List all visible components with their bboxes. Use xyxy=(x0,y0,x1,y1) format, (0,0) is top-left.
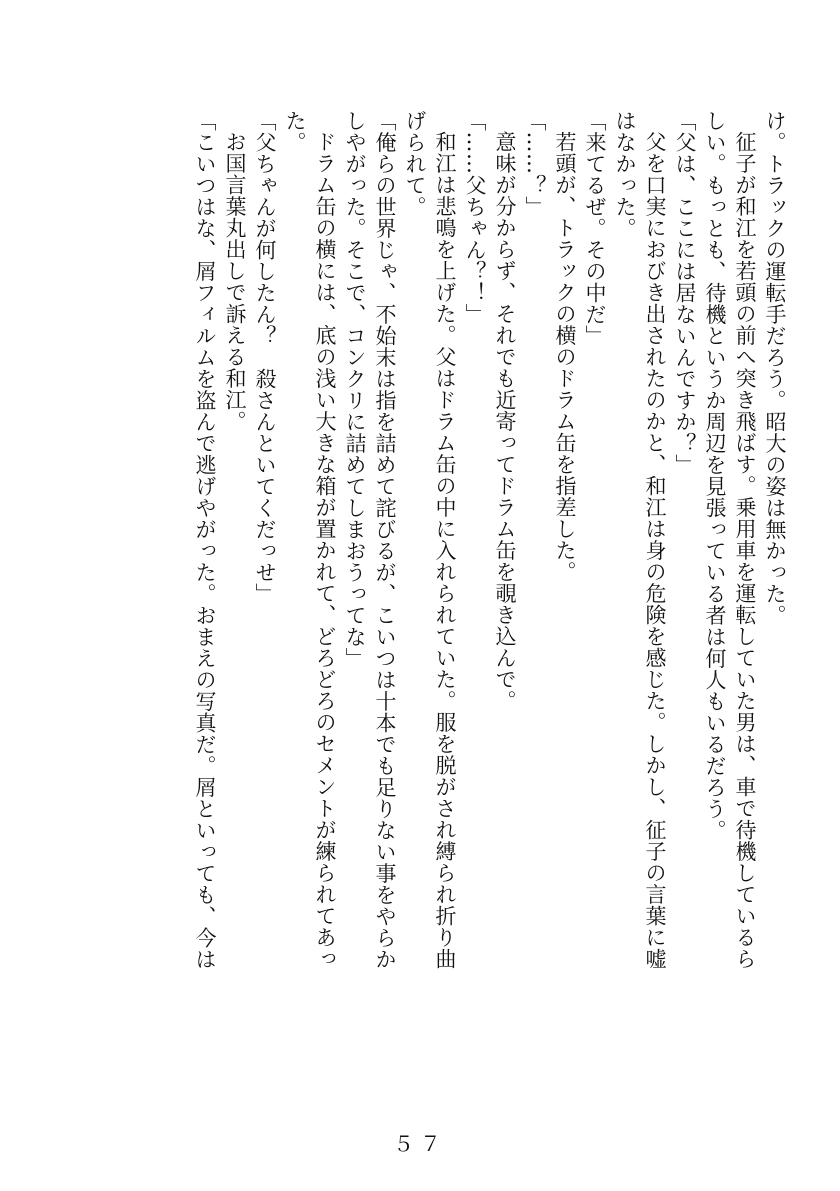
text-line: お国言葉丸出しで訴える和江。 xyxy=(223,131,247,432)
text-line: げられて。 xyxy=(403,110,427,218)
text-line: 「父は、ここには居ないんですか？」 xyxy=(673,110,697,476)
text-line: 「こいつはな、屑フィルムを盗んで逃げやがった。おまえの写真だ。屑といっても、今は xyxy=(193,110,217,970)
text-line: 「父ちゃんが何したん？ 殺さんといてくだっせ」 xyxy=(253,110,277,605)
text-line: 父を口実におびき出されたのかと、和江は身の危険を感じた。しかし、征子の言葉に嘘 xyxy=(643,131,667,970)
page-number: ５７ xyxy=(393,1132,447,1156)
text-line: 「俺らの世界じゃ、不始末は指を詰めて詫びるが、こいつは十本でも足りない事をやらか xyxy=(373,110,397,970)
text-line: 「……？」 xyxy=(523,110,547,218)
text-line: 「……父ちゃん？！」 xyxy=(463,110,487,325)
text-line: 和江は悲鳴を上げた。父はドラム缶の中に入れられていた。服を脱がされ縛られ折り曲 xyxy=(433,131,457,970)
text-line: 意味が分からず、それでも近寄ってドラム缶を覗き込んで。 xyxy=(493,131,517,712)
text-line: はなかった。 xyxy=(613,110,637,239)
text-line: 若頭が、トラックの横のドラム缶を指差した。 xyxy=(553,131,577,583)
text-line: ドラム缶の横には、底の浅い大きな箱が置かれて、どろどろのセメントが練られてあっ xyxy=(313,131,337,970)
text-line: しい。もっとも、待機というか周辺を見張っている者は何人もいるだろう。 xyxy=(703,110,727,841)
text-line: 「来てるぜ。その中だ」 xyxy=(583,110,607,347)
vertical-text-body xyxy=(40,110,790,990)
text-line: け。トラックの運転手だろう。昭大の姿は無かった。 xyxy=(763,110,787,626)
text-line: しやがった。そこで、コンクリに詰めてしまおうってな」 xyxy=(343,110,367,669)
text-line: た。 xyxy=(283,110,307,153)
text-line: 征子が和江を若頭の前へ突き飛ばす。乗用車を運転していた男は、車で待機しているら xyxy=(733,131,757,970)
